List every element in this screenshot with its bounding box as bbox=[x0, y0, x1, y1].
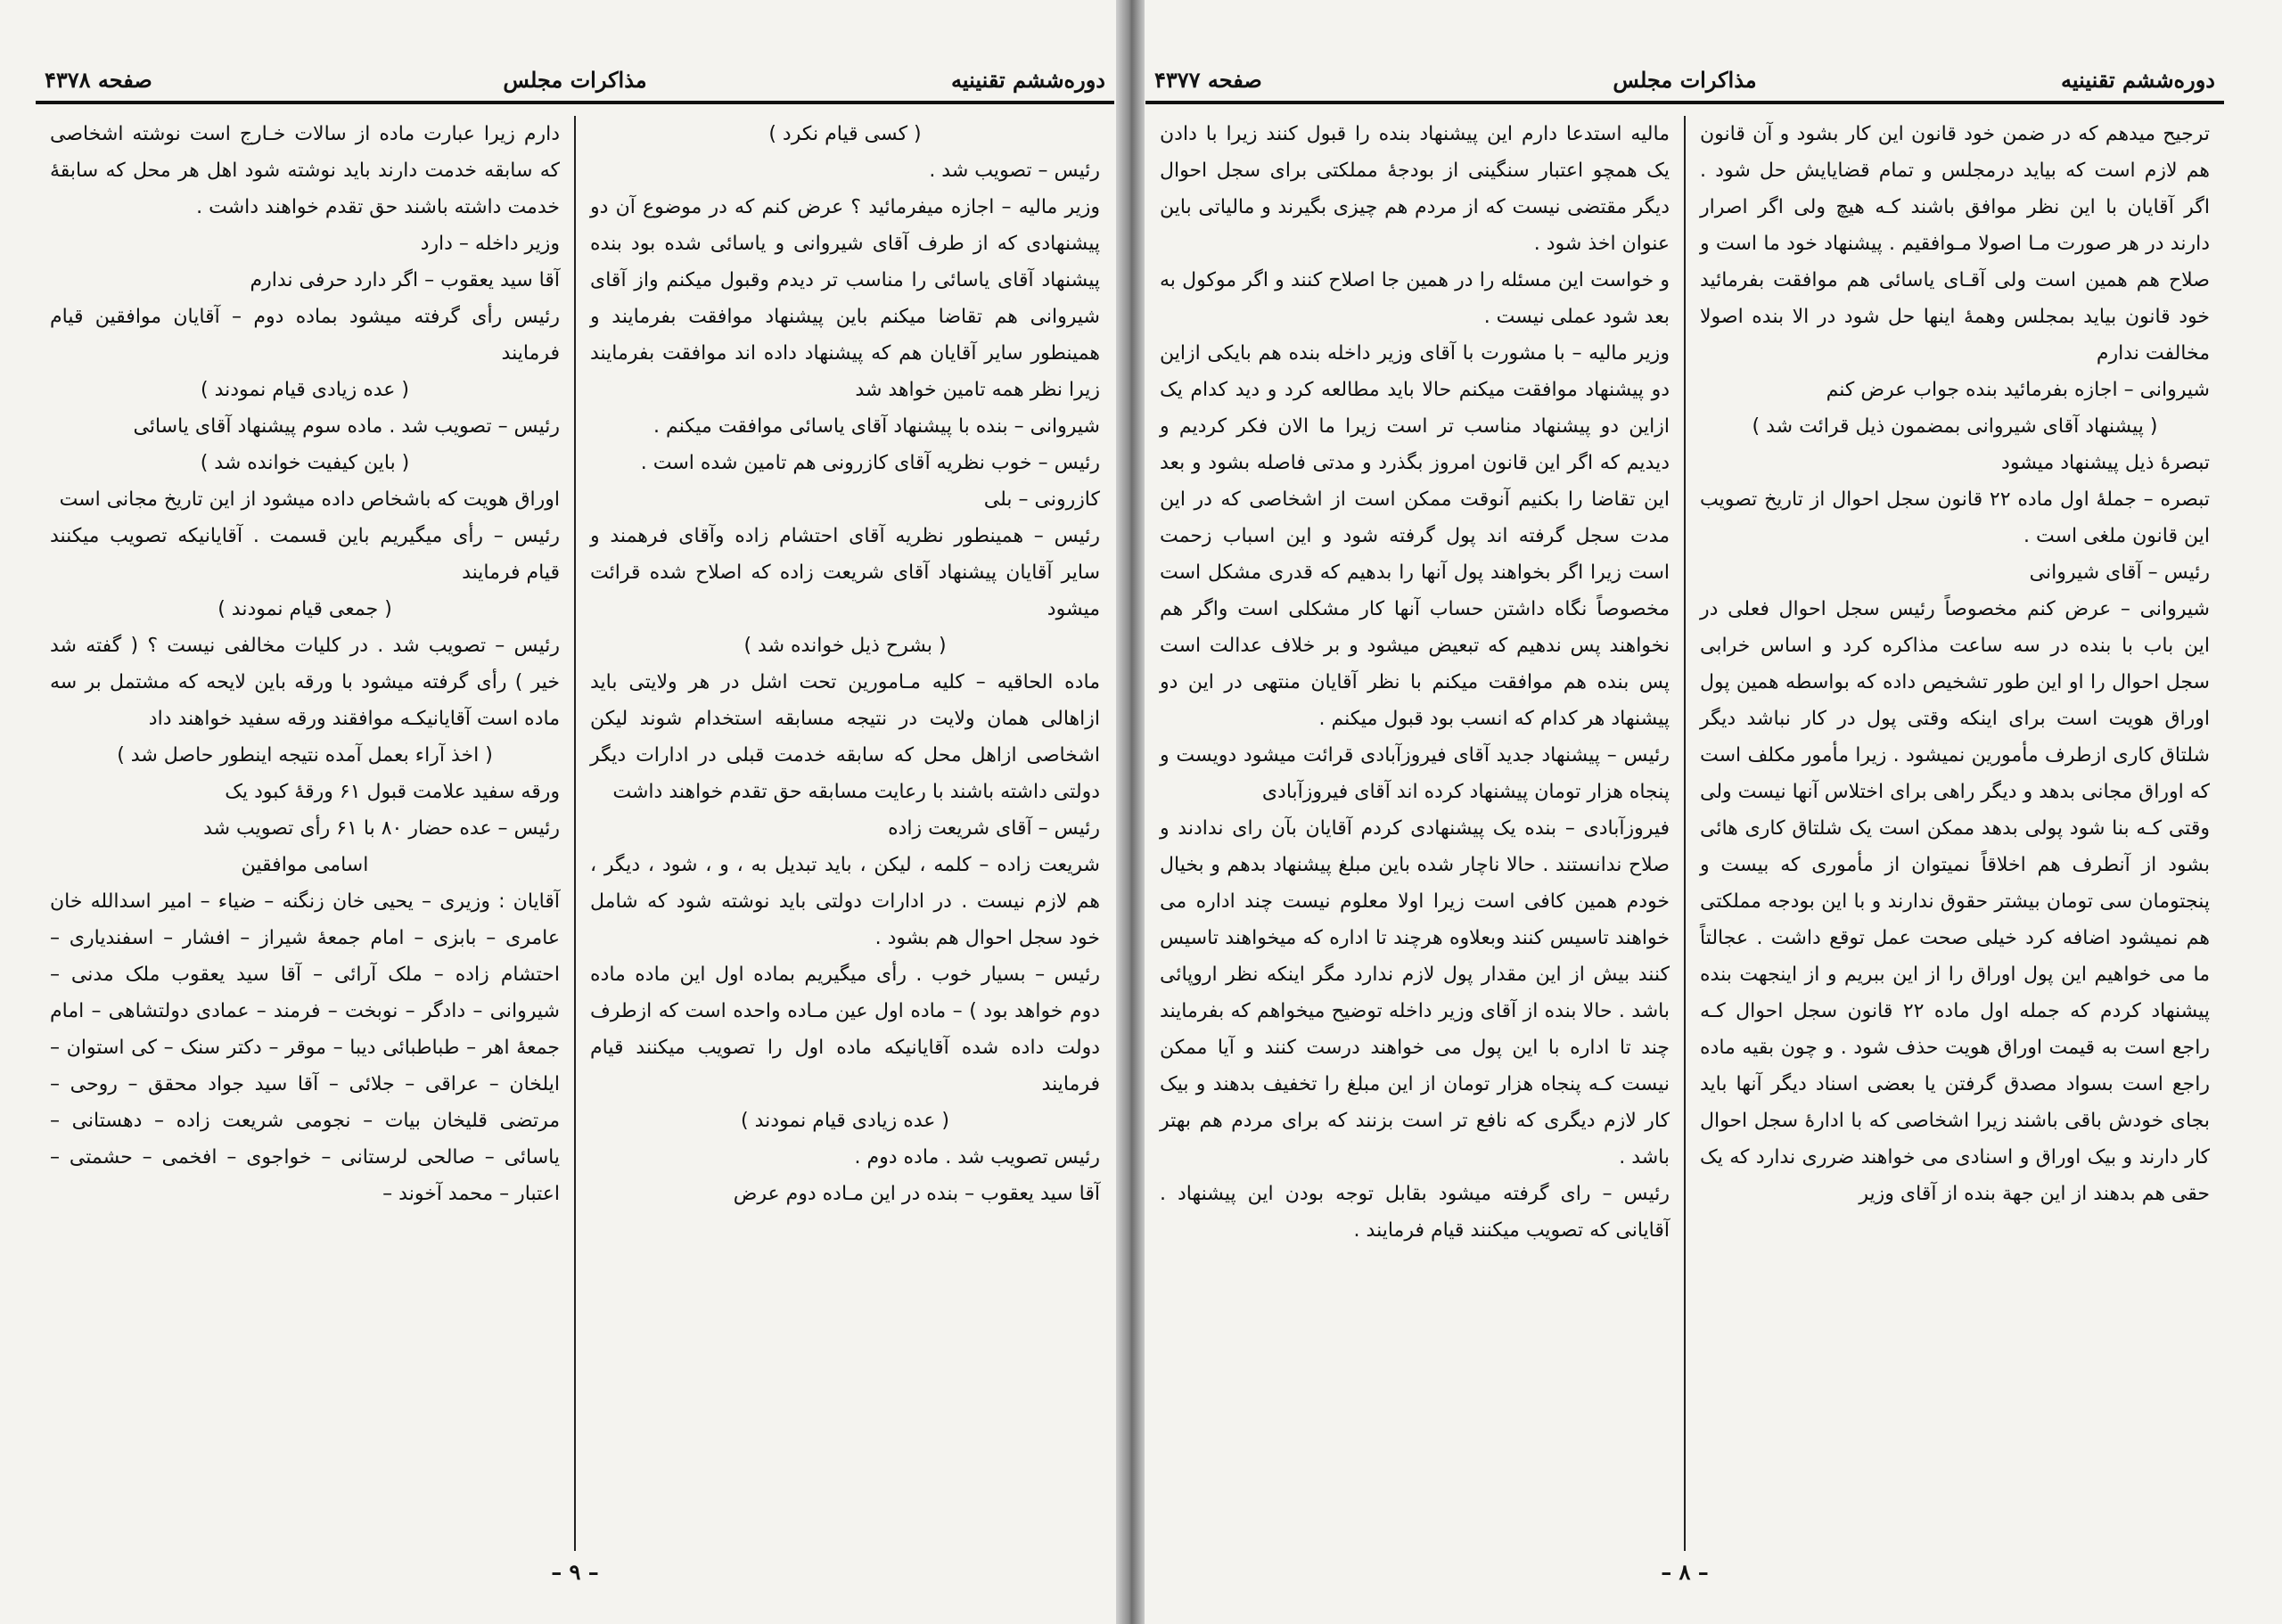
paragraph: ( بشرح ذیل خوانده شد ) bbox=[743, 635, 947, 657]
paragraph: ماده الحاقیه – کلیه مـامورین تحت اشل در هر ولایتی باید ازاهالی همان ولایت در نتیجه مسابقه استخدام شوند لیکن اشخاصی ازاهل محل که سابقه خدمت قبلی در ادارات دیگر دولتی داشته باشند با رعایت مسابقه حق تقدم خواهند داشت bbox=[590, 671, 1100, 803]
paragraph: رئیس – پیشنهاد جدید آقای فیروزآبادی قرائت میشود دویست و پنجاه هزار تومان پیشنهاد کرده اند آقای فیروزآبادی bbox=[1160, 744, 1670, 803]
paragraph: وزیر داخله – دارد bbox=[420, 233, 560, 255]
paragraph: اسامی موافقین bbox=[241, 854, 369, 876]
paragraph: رئیس – خوب نظریه آقای کازرونی هم تامین شده است . bbox=[640, 452, 1100, 474]
paragraph: تبصرهٔ ذیل پیشنهاد میشود bbox=[2001, 452, 2210, 474]
paragraph: وزیر مالیه – با مشورت با آقای وزیر داخله بنده هم بایکی ازاین دو پیشنهاد موافقت میکنم حالا باید مطالعه کرد و دید کدام یک ازاین دو پیشنهاد مناسب تر است زیرا ما الان فکر کردیم و دیدیم که اگر این قانون امروز بگذرد و مدتی فاصله بشود و بعد این تقاضا را بکنیم آنوقت ممکن است از اشخاصی که در این مدت سجل گرفته اند پول گرفته شود و این اسباب زحمت است زیرا اگر بخواهند پول آنها را بدهیم که قدری مشکل است مخصوصاً نگاه داشتن حساب آنها کار مشکلی است واگر هم نخواهند پس ندهیم که تبعیض میشود و بر خلاف عدالت است پس بنده هم موافقت میکنم با نظر آقایان منتهی در این دو پیشنهاد هر کدام که انسب بود قبول میکنم . bbox=[1160, 342, 1670, 730]
page-header bbox=[1145, 58, 2224, 104]
paragraph: و خواست این مسئله را در همین جا اصلاح کنند و اگر موکول به بعد شود عملی نیست . bbox=[1160, 269, 1670, 328]
paragraph: ورقه سفید علامت قبول ۶۱ ورقهٔ کبود یک bbox=[225, 781, 560, 803]
header-series: دوره‌ششم تقنینیه bbox=[2061, 66, 2215, 93]
paragraph: ( باین کیفیت خوانده شد ) bbox=[200, 452, 410, 474]
header-title: مذاکرات مجلس bbox=[1613, 66, 1757, 93]
paragraph: آقا سید یعقوب – اگر دارد حرفی ندارم bbox=[250, 269, 560, 291]
paragraph: ترجیح میدهم که در ضمن خود قانون این کار بشود و آن قانون هم لازم است که بیاید درمجلس و تمام قضایایش حل شود . اگر آقایان با این نظر موافق باشند کـه هیچ ولی اگر اصرار دارند در هر صورت مـا اصولا مـوافقیم . پیشنهاد خود ما است و صلاح هم همین است ولی آقـای یاسائی هم موافقت بفرمائید خود قانون بیاید بمجلس وهمهٔ اینها حل شود در الا بنده اصولا مخالفت ندارم bbox=[1700, 123, 2210, 365]
paragraph: ( پیشنهاد آقای شیروانی بمضمون ذیل قرائت شد ) bbox=[1752, 415, 2158, 438]
header-series: دوره‌ششم تقنینیه bbox=[951, 66, 1105, 93]
page-header bbox=[36, 58, 1114, 104]
paragraph: تبصره – جملهٔ اول ماده ۲۲ قانون سجل احوال از تاریخ تصویب این قانون ملغی است . bbox=[1700, 488, 2210, 547]
paragraph: رئیس – رأی میگیریم باین قسمت . آقایانیکه تصویب میکنند قیام فرمایند bbox=[50, 525, 560, 584]
header-title: مذاکرات مجلس bbox=[503, 66, 647, 93]
paragraph: ( عده زیادی قیام نمودند ) bbox=[741, 1110, 949, 1132]
page-4378 bbox=[36, 18, 1114, 1604]
paragraph: آقایان : وزیری – یحیی خان زنگنه – ضیاء – امیر اسدالله خان عامری – بابزی – امام جمعهٔ شیراز – افشار – اسفندیاری – احتشام زاده – ملک آرائی – آقا سید یعقوب ملک مدنی – شیروانی – دادگر – نوبخت – فرمند – عمادی دولتشاهی – امام جمعهٔ اهر – طباطبائی دیبا – موقر – دکتر سنک – کی استوان – ایلخان – عراقی – جلائی – آقا سید جواد محقق – روحی – مرتضی قلیخان بیات – نجومی شریعت زاده – دهستانی – یاسائی – صالحی لرستانی – خواجوی – افخمی – حشمتی – اعتبار – محمد آخوند – bbox=[50, 890, 560, 1205]
paragraph: رئیس رأی گرفته میشود بماده دوم – آقایان موافقین قیام فرمایند bbox=[50, 306, 560, 365]
paragraph: رئیس تصویب شد . ماده دوم . bbox=[854, 1146, 1100, 1169]
paragraph: رئیس – همینطور نظریه آقای احتشام زاده وآقای فرهمند و سایر آقایان پیشنهاد آقای شریعت زاده که اصلاح شده قرائت میشود bbox=[590, 525, 1100, 620]
paragraph: مالیه استدعا دارم این پیشنهاد بنده را قبول کنند زیرا با دادن یک همچو اعتبار سنگینی از بودجهٔ مملکتی برای سجل احوال دیگر مقتضی نیست که از مردم هم چیزی بگیرند و مالیاتی باین عنوان اخذ شود . bbox=[1160, 123, 1670, 255]
paragraph: ( جمعی قیام نمودند ) bbox=[218, 598, 392, 620]
paragraph: دارم زیرا عبارت ماده از سالات خـارج است نوشته اشخاصی که سابقه خدمت دارند باید نوشته شود اهل هر محل که سابقهٔ خدمت داشته باشند حق تقدم خواهند داشت . bbox=[50, 123, 560, 218]
paragraph: رئیس – رای گرفته میشود بقابل توجه بودن این پیشنهاد . آقایانی که تصویب میکنند قیام فرمایند . bbox=[1160, 1183, 1670, 1242]
paragraph: رئیس – آقای شریعت زاده bbox=[888, 817, 1100, 840]
column-left bbox=[1145, 116, 1686, 1551]
paragraph: رئیس – بسیار خوب . رأی میگیریم بماده اول این ماده ماده دوم خواهد بود ) – ماده اول عین مـاده واحده است که ازطرف دولت داده شده آقایانیکه ماده اول را تصویب میکنند قیام فرمایند bbox=[590, 964, 1100, 1095]
paragraph: اوراق هویت که باشخاص داده میشود از این تاریخ مجانی است bbox=[59, 488, 560, 511]
column-right bbox=[1686, 116, 2224, 1551]
paragraph: آقا سید یعقوب – بنده در این مـاده دوم عرض bbox=[733, 1183, 1100, 1205]
header-page-number: صفحه ۴۳۷۷ bbox=[1154, 66, 1262, 93]
paragraph: ( اخذ آراء بعمل آمده نتیجه اینطور حاصل شد ) bbox=[117, 744, 493, 767]
page-footer-number: – ۹ – bbox=[551, 1559, 599, 1585]
paragraph: شیروانی – عرض کنم مخصوصاً رئیس سجل احوال فعلی در این باب با بنده در سه ساعت مذاکره کرد و اساس خرابی سجل احوال را او این طور تشخیص داده که بواسطه همین پول اوراق هویت است برای اینکه وقتی پول در کار نباشد دیگر شلتاق کاری ازطرف مأمورین نمیشود . زیرا مأمور مکلف است که اوراق مجانی بدهد و دیگر راهی برای اختلاس آنها نیست ولی وقتی کـه بنا شود پولی بدهد ممکن است یک شلتاق کاری هائی بشود از آنطرف هم اخلاقاً نمیتوان از مأموری که بیست و پنجتومان سی تومان بیشتر حقوق ندارند و با این بودجه مملکتی هم نمیشود اضافه کرد خیلی صحت عمل توقع داشت . عجالتاً ما می خواهیم این پول اوراق را از این ببریم و از اینجهت بنده پیشنهاد کردم که جمله اول ماده ۲۲ قانون سجل احوال کـه راجع است به قیمت اوراق هویت حذف شود . و چون بقیه ماده راجع است بسواد مصدق گرفتن یا بعضی اسناد دیگر آنها باید بجای خودش باقی باشند زیرا اشخاصی که با ادارهٔ سجل احوال کار دارند و بیک اوراق و اسنادی می خواهند ضرری ندارد که یک حقی هم بدهند از این جهة بنده از آقای وزیر bbox=[1700, 598, 2210, 1205]
column-left bbox=[36, 116, 576, 1551]
paragraph: فیروزآبادی – بنده یک پیشنهادی کردم آقایان بآن رای ندادند و صلاح ندانستند . حالا ناچار شده باین مبلغ پیشنهاد بدهم و بخیال خودم همین کافی است زیرا اولا معلوم نیست چند اداره می خواهند تاسیس کنند وبعلاوه هرچند تا اداره که میخواهند تاسیس کنند بیش از این مقدار پول لازم ندارد مگر اینکه نظر اروپائی باشد . حالا بنده از آقای وزیر داخله توضیح میخواهم که بفرمایند چند تا اداره با این پول می خواهند درست کنند و آیا ممکن نیست کـه پنجاه هزار تومان از این مبلغ را تخفیف بدهند و بیک کار لازم دیگری که نافع تر است بزنند که برای مردم هم بهتر باشد . bbox=[1160, 817, 1670, 1169]
paragraph: شیروانی – اجازه بفرمائید بنده جواب عرض کنم bbox=[1826, 379, 2210, 401]
paragraph: رئیس – آقای شیروانی bbox=[2029, 562, 2210, 584]
page-footer-number: – ۸ – bbox=[1661, 1559, 1709, 1585]
book-gutter bbox=[1116, 0, 1145, 1624]
paragraph: کازرونی – بلی bbox=[983, 488, 1100, 511]
paragraph: ( کسی قیام نکرد ) bbox=[768, 123, 922, 145]
paragraph: وزیر مالیه – اجازه میفرمائید ؟ عرض کنم که در موضوع آن دو پیشنهادی که از طرف آقای شیروانی و یاسائی شده بود بنده پیشنهاد آقای یاسائی را مناسب تر دیدم وقبول میکنم واز آقای شیروانی هم تقاضا میکنم باین پیشنهاد موافقت بفرمایند و همینطور سایر آقایان هم که پیشنهاد داده اند موافقت بفرمایند زیرا نظر همه تامین خواهد شد bbox=[590, 196, 1100, 401]
paragraph: رئیس – عده حضار ۸۰ با ۶۱ رأی تصویب شد bbox=[203, 817, 560, 840]
page-4377 bbox=[1145, 18, 2224, 1604]
paragraph: رئیس – تصویب شد . ماده سوم پیشنهاد آقای یاسائی bbox=[133, 415, 560, 438]
paragraph: رئیس – تصویب شد . در کلیات مخالفی نیست ؟ ( گفته شد خیر ) رأی گرفته میشود با ورقه باین لایحه که مشتمل بر سه ماده است آقایانیکـه موافقند ورقه سفید خواهند داد bbox=[50, 635, 560, 730]
paragraph: ( عده زیادی قیام نمودند ) bbox=[201, 379, 409, 401]
column-right bbox=[576, 116, 1114, 1551]
paragraph: رئیس – تصویب شد . bbox=[929, 160, 1100, 182]
paragraph: شیروانی – بنده با پیشنهاد آقای یاسائی موافقت میکنم . bbox=[653, 415, 1100, 438]
header-page-number: صفحه ۴۳۷۸ bbox=[45, 66, 152, 93]
paragraph: شریعت زاده – کلمه ، لیکن ، باید تبدیل به ، و ، شود ، دیگر ، هم لازم نیست . در ادارات دولتی باید نوشته شود که شامل خود سجل احوال هم بشود . bbox=[590, 854, 1100, 949]
